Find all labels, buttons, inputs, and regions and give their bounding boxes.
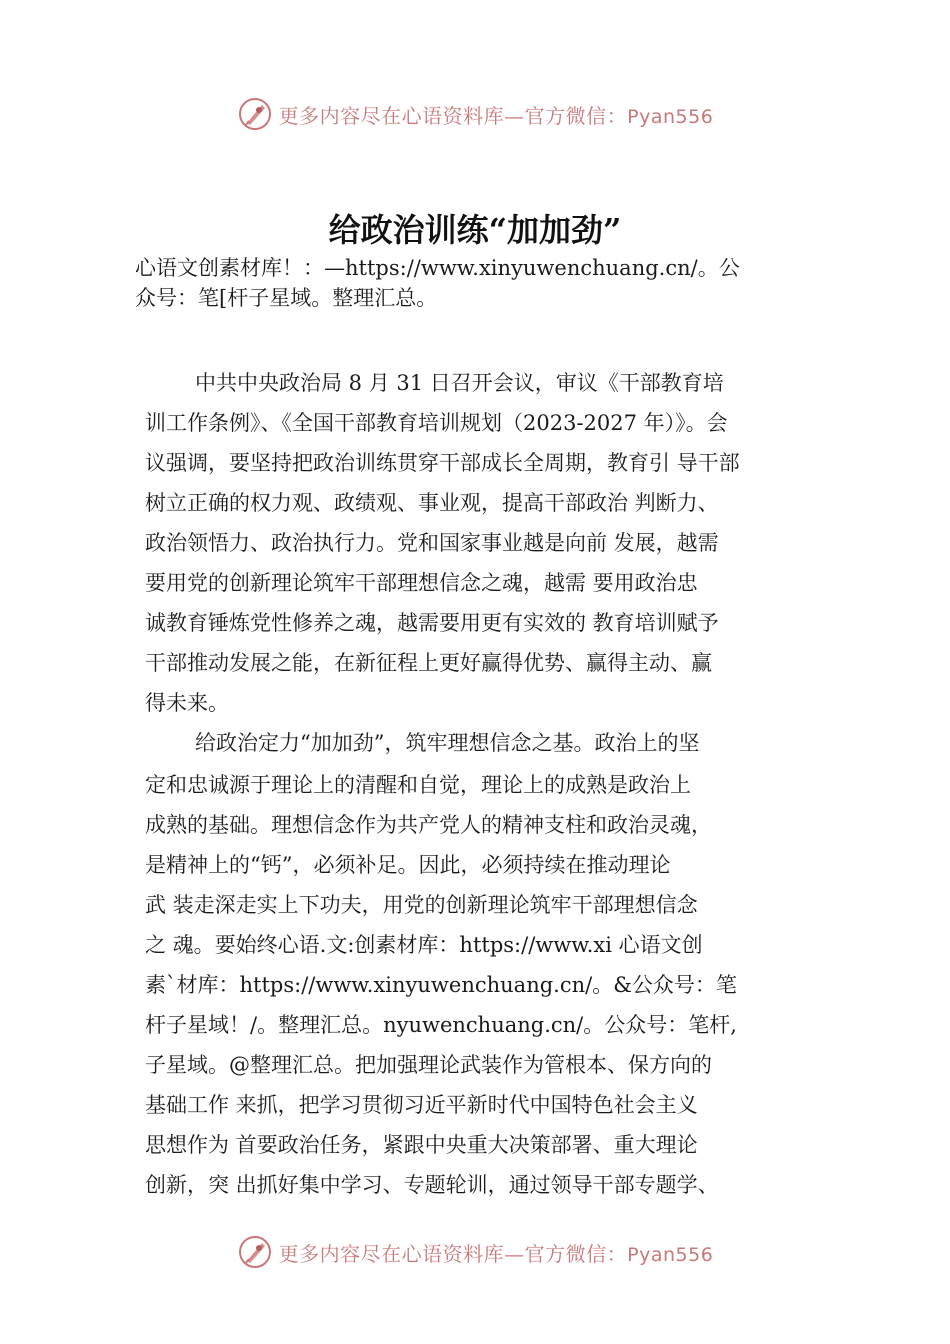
watermark-text: 更多内容尽在心语资料库—官方微信：Pyan556 bbox=[278, 103, 714, 128]
body-line: 成熟的基础。理想信念作为共产党人的精神支柱和政治灵魂， bbox=[145, 813, 712, 837]
body-line: 给政治定力“加加劲”，筑牢理想信念之基。政治上的坚 bbox=[195, 731, 700, 755]
body-line: 树立正确的权力观、政绩观、事业观，提高干部政治 判断力、 bbox=[145, 491, 719, 515]
source-line: 心语文创素材库！：—https://www.xinyuwenchuang.cn/。公 bbox=[135, 256, 740, 280]
body-line: 中共中央政治局 8 月 31 日召开会议，审议《干部教育培 bbox=[195, 371, 724, 395]
body-line: 创新，突 出抓好集中学习、专题轮训，通过领导干部专题学、 bbox=[145, 1173, 719, 1197]
watermark-footer bbox=[0, 1230, 950, 1274]
watermark-id: Pyan556 bbox=[627, 1243, 714, 1266]
body-line: 思想作为 首要政治任务，紧跟中央重大决策部署、重大理论 bbox=[145, 1133, 698, 1157]
body-line: 杆子星域！/。整理汇总。nyuwenchuang.cn/。公众号：笔杆, bbox=[145, 1013, 737, 1037]
document-title: 给政治训练“加加劲” bbox=[328, 211, 622, 249]
body-line: 是精神上的“钙”，必须补足。因此，必须持续在推动理论 bbox=[145, 853, 671, 877]
body-line: 基础工作 来抓，把学习贯彻习近平新时代中国特色社会主义 bbox=[145, 1093, 698, 1117]
watermark-text: 更多内容尽在心语资料库—官方微信：Pyan556 bbox=[278, 1241, 714, 1266]
body-line: 武 装走深走实上下功夫，用党的创新理论筑牢干部理想信念 bbox=[145, 893, 698, 917]
quill-pen-icon bbox=[237, 1234, 273, 1270]
body-line: 子星域。@整理汇总。把加强理论武装作为管根本、保方向的 bbox=[145, 1053, 712, 1077]
body-line: 训工作条例》、《全国干部教育培训规划（2023-2027 年）》。会 bbox=[145, 411, 728, 435]
body-line: 政治领悟力、政治执行力。党和国家事业越是向前 发展，越需 bbox=[145, 531, 719, 555]
watermark-id: Pyan556 bbox=[627, 105, 714, 128]
body-line: 得未来。 bbox=[145, 691, 229, 715]
body-line: 干部推动发展之能，在新征程上更好赢得优势、赢得主动、赢 bbox=[145, 651, 712, 675]
source-line: 众号：笔[杆子星域。整理汇总。 bbox=[135, 286, 438, 310]
body-line: 要用党的创新理论筑牢干部理想信念之魂，越需 要用政治忠 bbox=[145, 571, 698, 595]
quill-pen-icon bbox=[237, 96, 273, 132]
body-line: 诚教育锤炼党性修养之魂，越需要用更有实效的 教育培训赋予 bbox=[145, 611, 719, 635]
body-line: 定和忠诚源于理论上的清醒和自觉，理论上的成熟是政治上 bbox=[145, 773, 691, 797]
body-line: 之 魂。要始终心语.文:创素材库：https://www.xi 心语文创 bbox=[145, 933, 703, 957]
watermark-header bbox=[0, 92, 950, 136]
body-line: 素`材库：https://www.xinyuwenchuang.cn/。&公众号：笔 bbox=[145, 973, 737, 997]
body-line: 议强调，要坚持把政治训练贯穿干部成长全周期，教育引 导干部 bbox=[145, 451, 740, 475]
